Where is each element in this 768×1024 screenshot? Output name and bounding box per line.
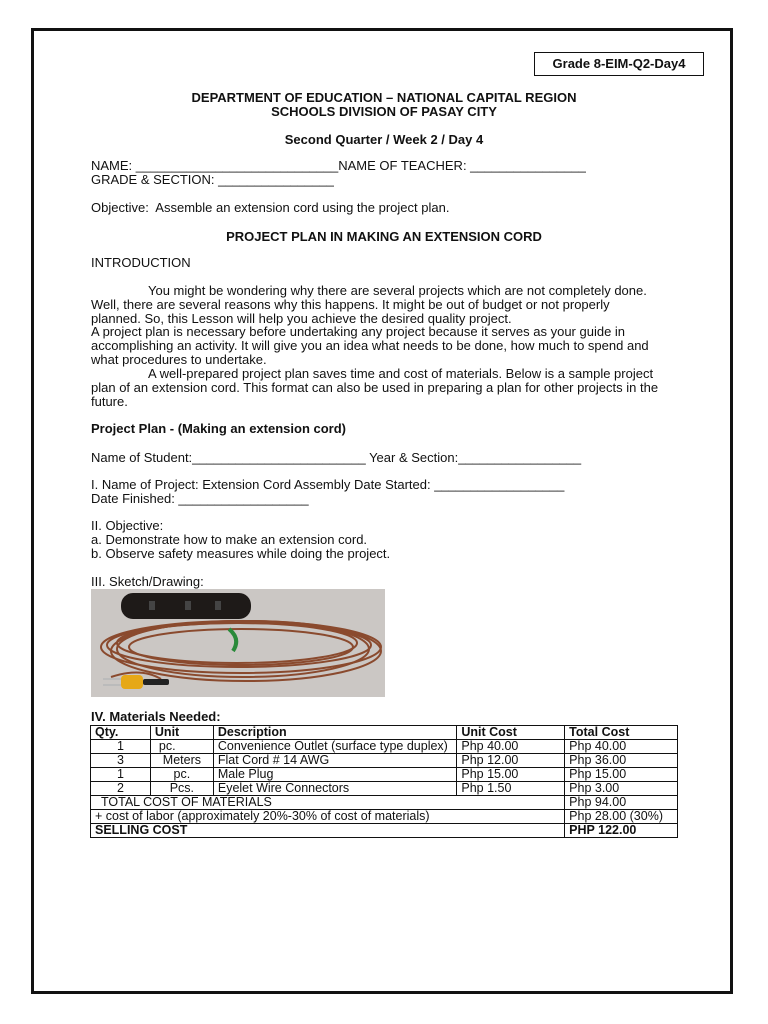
extension-cord-photo xyxy=(91,589,385,697)
cell-unit-cost: Php 40.00 xyxy=(457,740,565,754)
cell-total-cost: Php 36.00 xyxy=(565,754,678,768)
objective-heading: II. Objective: xyxy=(91,518,164,533)
cell-total-cost: Php 3.00 xyxy=(565,782,678,796)
table-row xyxy=(91,782,678,796)
table-header-row xyxy=(91,726,678,740)
student-name-line: Name of Student:________________________ Year & Section:_________________ xyxy=(91,450,582,465)
total-materials-value: Php 94.00 xyxy=(565,796,678,810)
cell-qty: 1 xyxy=(91,768,151,782)
cell-description: Flat Cord # 14 AWG xyxy=(213,754,457,768)
objective-item-a: a. Demonstrate how to make an extension cord. xyxy=(91,532,368,547)
sketch-heading: III. Sketch/Drawing: xyxy=(91,574,204,589)
selling-cost-value: PHP 122.00 xyxy=(565,824,678,838)
col-header-description: Description xyxy=(213,726,457,740)
col-header-unit-cost: Unit Cost xyxy=(457,726,565,740)
cell-unit: pc. xyxy=(150,740,213,754)
grade-section-field-line: GRADE & SECTION: ________________ xyxy=(91,172,334,187)
labor-cost-label: + cost of labor (approximately 20%-30% of cost of materials) xyxy=(91,810,565,824)
cell-description: Convenience Outlet (surface type duplex) xyxy=(213,740,457,754)
col-header-qty: Qty. xyxy=(91,726,151,740)
department-heading: DEPARTMENT OF EDUCATION – NATIONAL CAPITAL REGION xyxy=(191,90,577,105)
cell-description: Male Plug xyxy=(213,768,457,782)
cell-unit-cost: Php 12.00 xyxy=(457,754,565,768)
cell-qty: 3 xyxy=(91,754,151,768)
materials-table xyxy=(90,725,678,838)
cell-qty: 1 xyxy=(91,740,151,754)
total-materials-row xyxy=(91,796,678,810)
date-finished-line: Date Finished: __________________ xyxy=(91,491,309,506)
name-field-line: NAME: ____________________________NAME OF TEACHER: ________________ xyxy=(91,158,586,173)
grade-code-box: Grade 8-EIM-Q2-Day4 xyxy=(534,52,704,76)
cell-total-cost: Php 15.00 xyxy=(565,768,678,782)
col-header-unit: Unit xyxy=(150,726,213,740)
cell-unit-cost: Php 15.00 xyxy=(457,768,565,782)
project-plan-heading: Project Plan - (Making an extension cord) xyxy=(91,421,346,436)
objective-item-b: b. Observe safety measures while doing the project. xyxy=(91,546,391,561)
materials-heading: IV. Materials Needed: xyxy=(91,709,221,724)
cell-total-cost: Php 40.00 xyxy=(565,740,678,754)
objective-text: Objective: Assemble an extension cord using the project plan. xyxy=(91,200,450,215)
intro-paragraph-1: You might be wondering why there are several projects which are not completely done. Well, there are several reasons why this happens. It might be out of budget or not properly planned. So, this Lesson will help you achieve the desired quality project. xyxy=(91,283,647,326)
table-row xyxy=(91,768,678,782)
cell-unit: pc. xyxy=(150,768,213,782)
quarter-heading: Second Quarter / Week 2 / Day 4 xyxy=(284,132,484,147)
total-materials-label: TOTAL COST OF MATERIALS xyxy=(91,796,565,810)
selling-cost-label: SELLING COST xyxy=(91,824,565,838)
intro-paragraph-3: A well-prepared project plan saves time and cost of materials. Below is a sample project plan of an extension cord. This format can also be used in preparing a plan for other projects in the future. xyxy=(91,366,659,409)
project-name-line: I. Name of Project: Extension Cord Assembly Date Started: __________________ xyxy=(91,477,565,492)
labor-cost-value: Php 28.00 (30%) xyxy=(565,810,678,824)
cell-qty: 2 xyxy=(91,782,151,796)
document-title: PROJECT PLAN IN MAKING AN EXTENSION CORD xyxy=(226,229,542,244)
division-heading: SCHOOLS DIVISION OF PASAY CITY xyxy=(271,104,497,119)
selling-cost-row xyxy=(91,824,678,838)
cell-unit-cost: Php 1.50 xyxy=(457,782,565,796)
table-row xyxy=(91,740,678,754)
col-header-total-cost: Total Cost xyxy=(565,726,678,740)
cell-description: Eyelet Wire Connectors xyxy=(213,782,457,796)
table-row xyxy=(91,754,678,768)
labor-cost-row xyxy=(91,810,678,824)
cell-unit: Meters xyxy=(150,754,213,768)
cell-unit: Pcs. xyxy=(150,782,213,796)
intro-heading: INTRODUCTION xyxy=(91,255,191,270)
intro-paragraph-2: A project plan is necessary before undertaking any project because it serves as your guide in accomplishing an activity. It will give you an idea what needs to be done, how much to spend and what procedures to undertake. xyxy=(91,324,649,367)
